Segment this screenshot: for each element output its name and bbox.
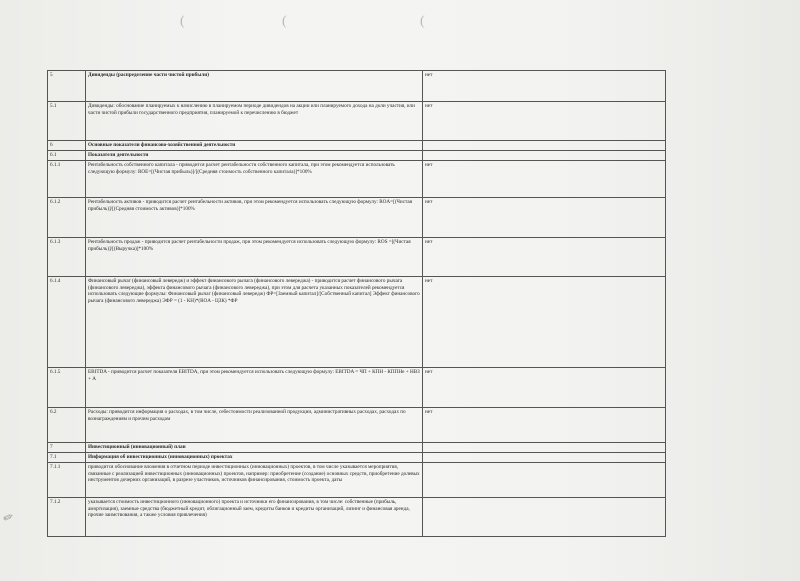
row-value-cell: нет xyxy=(423,198,666,238)
row-value-cell xyxy=(423,498,666,537)
table-row xyxy=(48,277,666,368)
row-number-cell: 5.1 xyxy=(48,102,86,141)
row-value-cell: нет xyxy=(423,368,666,408)
row-value-cell: нет xyxy=(423,238,666,277)
row-description-cell: Дивиденды: обоснование планируемых к начислению в планируемом периоде дивидендов на акции или планируемого дохода на доли участия, или части чистой прибыли государственного предприятия, планируемой к перечислению в бюджет xyxy=(86,102,423,141)
scan-mark-left: ( xyxy=(180,14,185,29)
row-value-cell xyxy=(423,443,666,453)
row-number-cell: 7.1.2 xyxy=(48,498,86,537)
row-description-cell: Показатели деятельности xyxy=(86,151,423,161)
row-number-cell: 6.1.4 xyxy=(48,277,86,368)
row-number-cell: 7 xyxy=(48,443,86,453)
row-number-cell: 6 xyxy=(48,141,86,151)
row-value-cell xyxy=(423,151,666,161)
table-row xyxy=(48,443,666,453)
row-description-cell: Финансовый рычаг (финансовый левередж) и эффект финансового рычага (финансового левереджа) - приводится расчет финансового рычага (финансового левереджа), эффекта финансового рычага (финансового левереджа), при этом для расчета указанных показателей рекомендуется использовать следующие формулы: Финансовый рычаг (финансовый левередж) ФР=[Заемный капитал]/[Собственный капитал] Эффект финансового рычага (финансового левереджа) ЭФР = (1 - КН)*(ROA - ЦЗК) *ФР xyxy=(86,277,423,368)
row-value-cell: нет xyxy=(423,408,666,443)
row-value-cell xyxy=(423,453,666,463)
table-row xyxy=(48,141,666,151)
row-value-cell xyxy=(423,463,666,498)
row-value-cell: нет xyxy=(423,161,666,198)
table-row xyxy=(48,463,666,498)
table-row xyxy=(48,498,666,537)
row-value-cell: нет xyxy=(423,102,666,141)
table-row xyxy=(48,368,666,408)
row-number-cell: 6.2 xyxy=(48,408,86,443)
margin-handwriting: ✎ xyxy=(0,510,17,525)
row-number-cell: 6.1.1 xyxy=(48,161,86,198)
table-row xyxy=(48,161,666,198)
row-description-cell: Инвестиционный (инновационный) план xyxy=(86,443,423,453)
row-description-cell: Основные показатели финансово-хозяйственной деятельности xyxy=(86,141,423,151)
scan-mark-mid: ( xyxy=(282,14,287,29)
row-number-cell: 7.1 xyxy=(48,453,86,463)
row-number-cell: 6.1.3 xyxy=(48,238,86,277)
table-row xyxy=(48,198,666,238)
row-value-cell: нет xyxy=(423,71,666,102)
row-description-cell: приводится обоснование вложения в отчетном периоде инвестиционных (инновационных) проектов, в том числе указывается мероприятия, связанные с реализацией инвестиционных (инновационных) проектов, например: приобретение (создание) основных средств, приобретение долевых инструментов дочерних организаций, в разрезе участников, источников финансирования, стоимость проекта, даты xyxy=(86,463,423,498)
row-description-cell: Информация об инвестиционных (инновационных) проектах xyxy=(86,453,423,463)
table-row xyxy=(48,102,666,141)
table-row xyxy=(48,71,666,102)
table-row xyxy=(48,408,666,443)
row-description-cell: указывается стоимость инвестиционного (инновационного) проекта и источники его финансирования, в том числе: собственные (прибыль, амортизация), заемные средства (бюджетный кредит, облигационный заем, кредиты банков и кредиты организаций, лизинг и финансовая аренда, прочие заимствования, а также условия привлечения) xyxy=(86,498,423,537)
row-number-cell: 7.1.1 xyxy=(48,463,86,498)
row-description-cell: EBITDA - приводится расчет показателя EBITDA, при этом рекомендуется использовать следующую формулу: EBITDA = ЧП + КПН - КППНе + НВЗ + А xyxy=(86,368,423,408)
row-description-cell: Рентабельность собственного капитала - приводится расчет рентабельности собственного капитала, при этом рекомендуется использовать следующую формулу: ROE=[(Чистая прибыль)]/[(Средняя стоимость собственного капитала)]*100% xyxy=(86,161,423,198)
row-description-cell: Дивиденды (распределение части чистой прибыли) xyxy=(86,71,423,102)
row-description-cell: Рентабельность активов - приводится расчет рентабельности активов, при этом рекомендуется использовать следующую формулу: ROA=[(Чистая прибыль)]/[(Средняя стоимость активов)]*100% xyxy=(86,198,423,238)
row-number-cell: 6.1 xyxy=(48,151,86,161)
row-description-cell: Рентабельность продаж - приводится расчет рентабельности продаж, при этом рекомендуется использовать следующую формулу: ROS =[(Чистая прибыль)]/[(Выручка)]*100% xyxy=(86,238,423,277)
row-number-cell: 6.1.5 xyxy=(48,368,86,408)
scan-mark-right: ( xyxy=(420,14,425,29)
row-number-cell: 5 xyxy=(48,71,86,102)
row-value-cell: нет xyxy=(423,277,666,368)
row-number-cell: 6.1.2 xyxy=(48,198,86,238)
row-value-cell xyxy=(423,141,666,151)
table-row xyxy=(48,453,666,463)
row-description-cell: Расходы: приводится информация о расходах, в том числе, себестоимости реализованной продукции, административных расходах, расходах по вознаграждениям и прочим расходам xyxy=(86,408,423,443)
document-table xyxy=(47,70,666,537)
table-row xyxy=(48,151,666,161)
table-row xyxy=(48,238,666,277)
